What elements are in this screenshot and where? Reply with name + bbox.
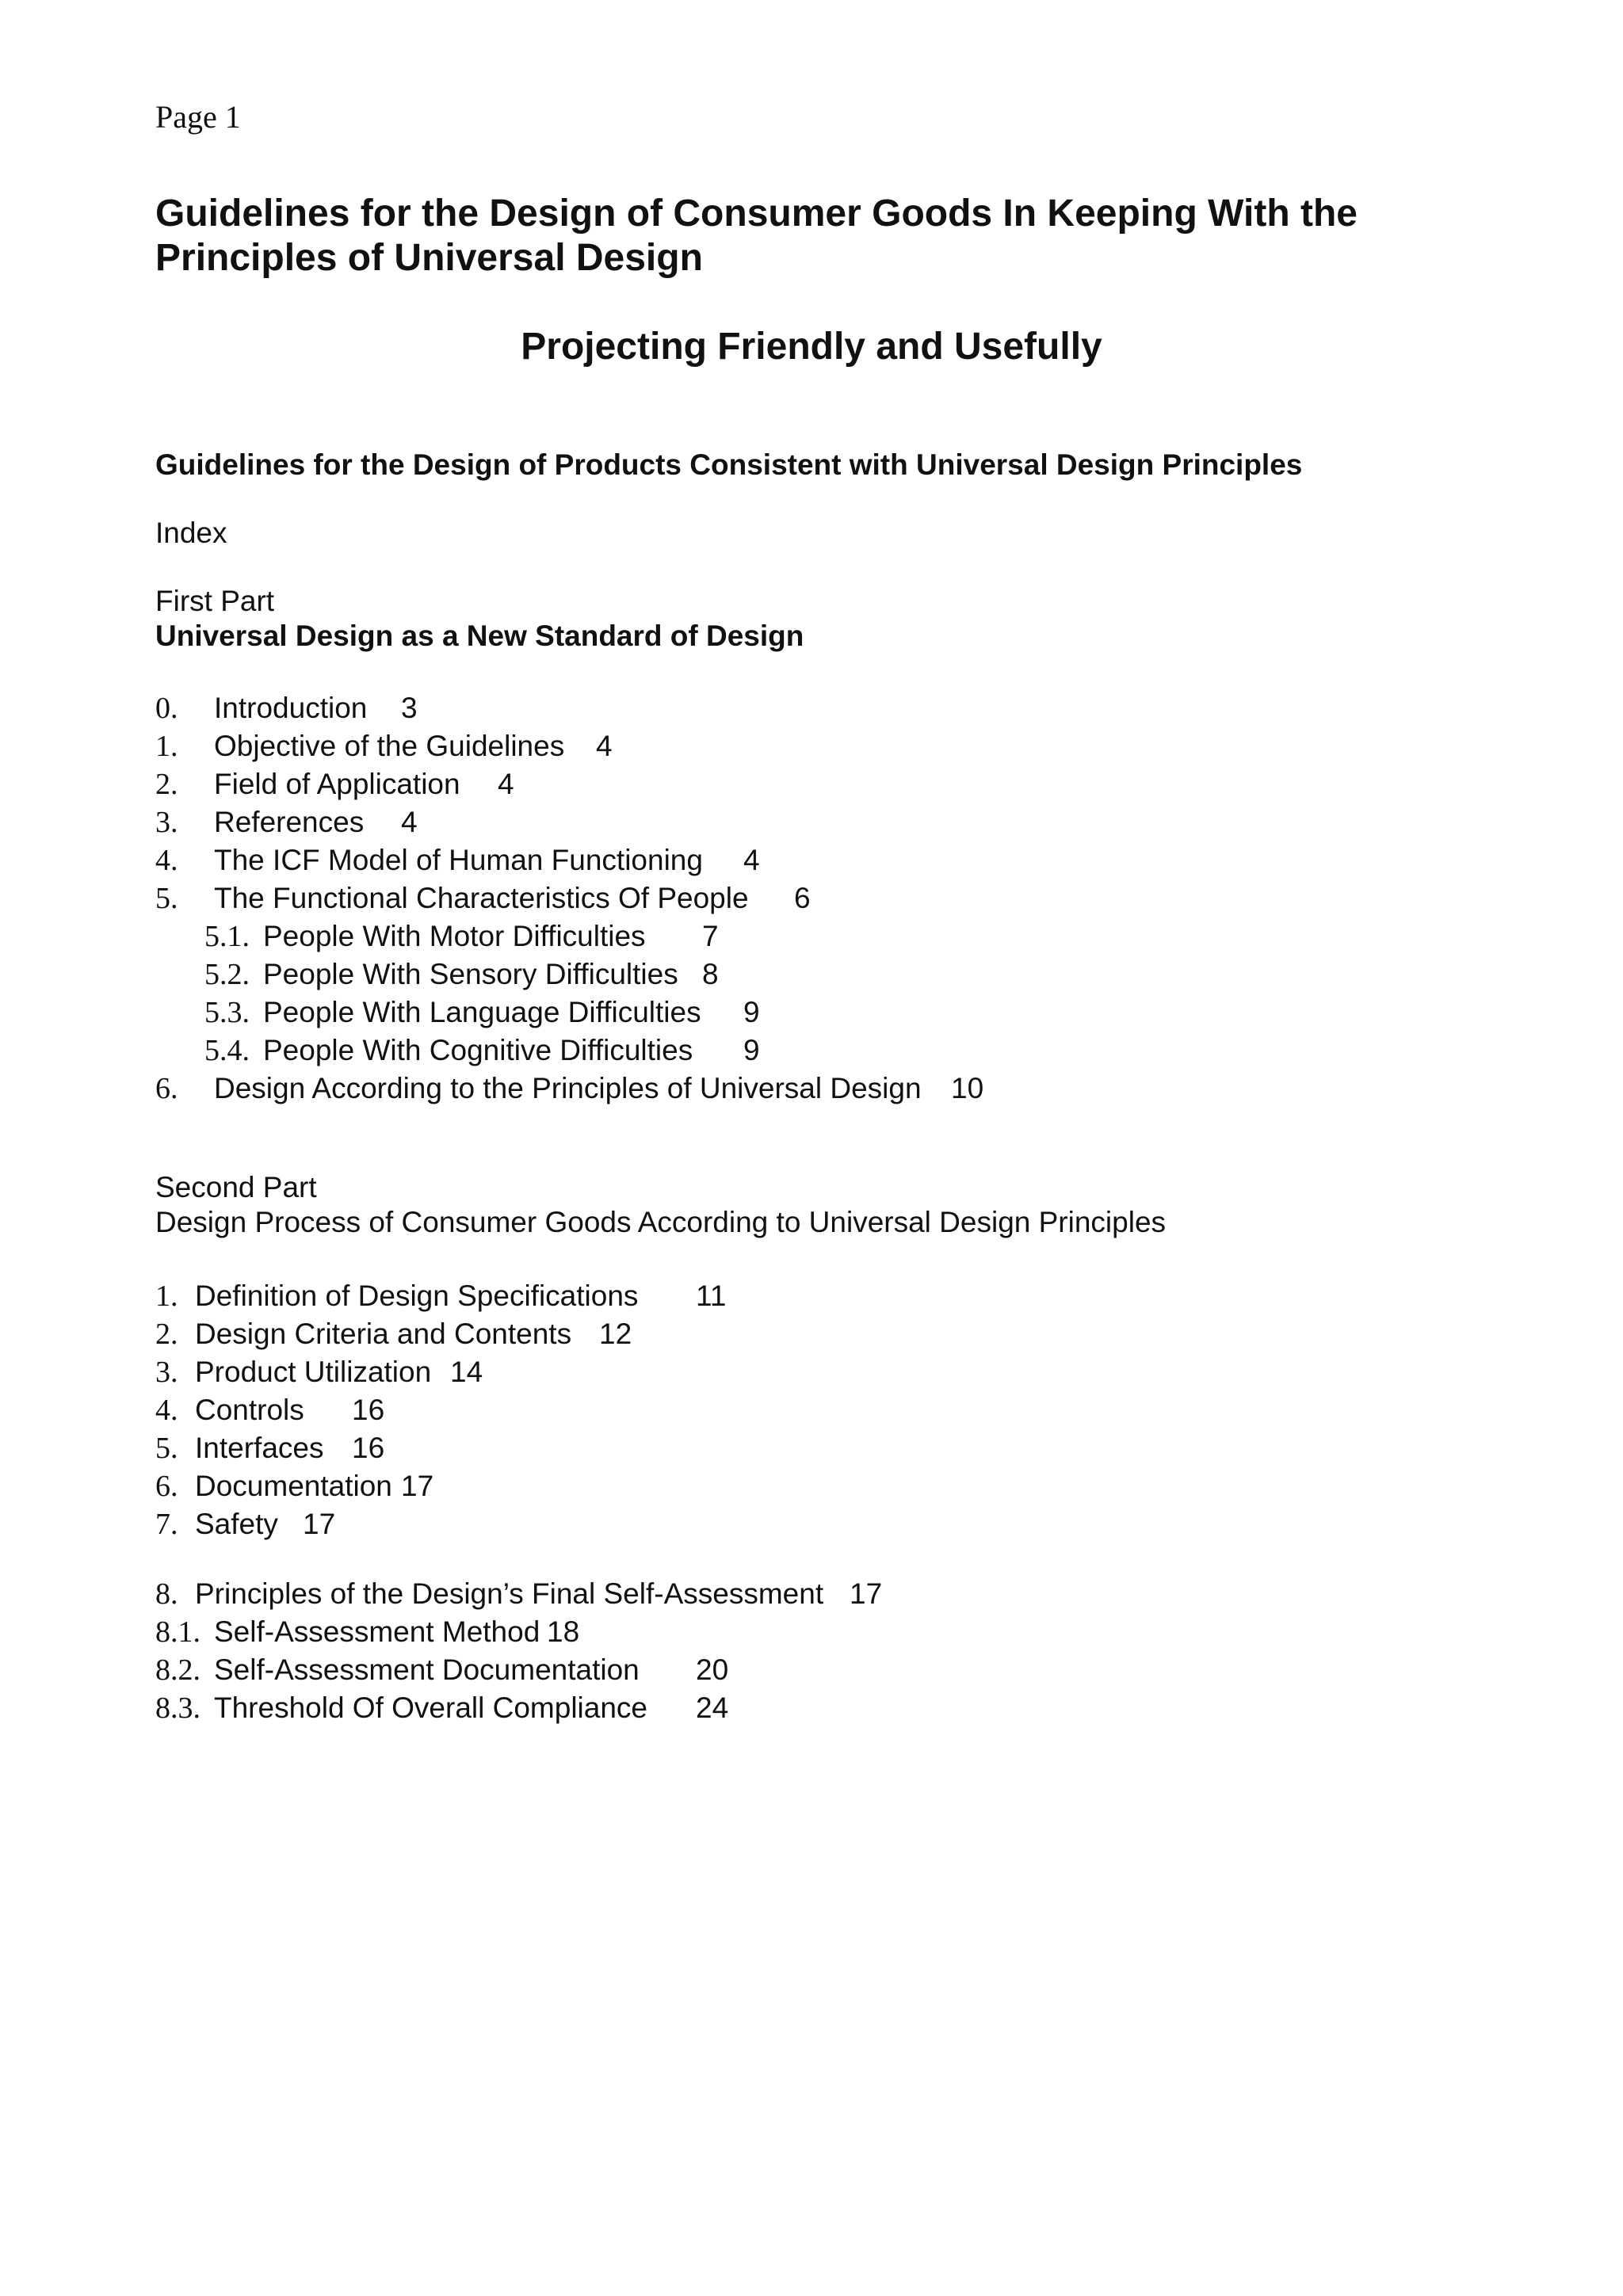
toc-entry-page-number: 16 xyxy=(352,1432,385,1464)
toc-entry-number: 4. xyxy=(155,844,178,877)
toc-entry-title: People With Language Difficulties xyxy=(263,996,701,1028)
toc-entry-page-number: 6 xyxy=(794,882,811,914)
toc-entry-number: 5.1. xyxy=(204,920,250,953)
toc-entry-page-number: 14 xyxy=(450,1356,483,1388)
toc-entry-page-number: 4 xyxy=(498,768,514,800)
toc-entry-number: 8. xyxy=(155,1577,178,1611)
toc-entry-title: Self-Assessment Documentation xyxy=(214,1653,640,1686)
toc-entry-number: 3. xyxy=(155,806,178,839)
toc-entry-page-number: 17 xyxy=(303,1508,336,1540)
toc-entry-page-number: 7 xyxy=(702,920,719,952)
toc-entry-title: People With Cognitive Difficulties xyxy=(263,1034,693,1066)
toc-entry-page-number: 18 xyxy=(547,1615,580,1648)
toc-entry-title: Design Criteria and Contents xyxy=(195,1318,572,1350)
toc-entry-page-number: 17 xyxy=(850,1577,883,1610)
toc-entry-title: People With Sensory Difficulties xyxy=(263,958,678,990)
part-one-title: Universal Design as a New Standard of Design xyxy=(155,620,804,652)
toc-entry-page-number: 4 xyxy=(596,730,613,762)
toc-entry-number: 2. xyxy=(155,1318,178,1351)
toc-entry-title: Safety xyxy=(195,1508,278,1540)
toc-entry-title: Definition of Design Specifications xyxy=(195,1280,639,1312)
toc-entry-number: 5. xyxy=(155,1432,178,1465)
page-number: Page 1 xyxy=(155,99,241,135)
part-one-label: First Part xyxy=(155,585,275,617)
toc-entry-number: 8.3. xyxy=(155,1691,200,1725)
toc-entry-number: 7. xyxy=(155,1508,178,1541)
toc-entry-title: Documentation xyxy=(195,1470,392,1502)
toc-entry-page-number: 11 xyxy=(696,1280,727,1312)
part-two-label: Second Part xyxy=(155,1171,317,1203)
toc-entry-number: 1. xyxy=(155,1280,178,1313)
toc-entry-number: 5.4. xyxy=(204,1034,250,1067)
toc-entry-number: 8.1. xyxy=(155,1615,200,1649)
toc-entry-title: Self-Assessment Method xyxy=(214,1615,540,1648)
toc-entry-number: 6. xyxy=(155,1470,178,1503)
toc-entry-title: People With Motor Difficulties xyxy=(263,920,646,952)
toc-entry-page-number: 9 xyxy=(743,996,760,1028)
toc-entry-page-number: 8 xyxy=(702,958,719,990)
toc-entry-page-number: 24 xyxy=(696,1691,729,1724)
toc-entry-title: Threshold Of Overall Compliance xyxy=(214,1691,647,1724)
toc-entry-title: Principles of the Design’s Final Self-Assessment xyxy=(195,1577,824,1610)
toc-entry-page-number: 3 xyxy=(401,692,418,724)
toc-entry-number: 5.2. xyxy=(204,958,250,991)
toc-entry-page-number: 16 xyxy=(352,1394,385,1426)
toc-entry-title: Product Utilization xyxy=(195,1356,432,1388)
toc-entry-number: 0. xyxy=(155,692,178,725)
toc-entry-title: Controls xyxy=(195,1394,304,1426)
toc-entry-title: References xyxy=(214,806,365,838)
toc-entry-number: 4. xyxy=(155,1394,178,1427)
toc-entry-title: Objective of the Guidelines xyxy=(214,730,565,762)
toc-entry-title: Interfaces xyxy=(195,1432,324,1464)
toc-entry-page-number: 12 xyxy=(599,1318,632,1350)
index-label: Index xyxy=(155,517,227,549)
part-two-title: Design Process of Consumer Goods According to Universal Design Principles xyxy=(155,1206,1167,1238)
toc-entry-page-number: 9 xyxy=(743,1034,760,1066)
toc-entry-title: Field of Application xyxy=(214,768,460,800)
toc-entry-number: 2. xyxy=(155,768,178,801)
toc-entry-title: The Functional Characteristics Of People xyxy=(214,882,749,914)
toc-entry-number: 8.2. xyxy=(155,1653,200,1687)
toc-entry-number: 5.3. xyxy=(204,996,250,1029)
toc-entry-number: 1. xyxy=(155,730,178,763)
toc-entry-page-number: 20 xyxy=(696,1653,729,1686)
toc-entry-number: 6. xyxy=(155,1072,178,1105)
toc-entry-number: 3. xyxy=(155,1356,178,1389)
toc-entry-page-number: 4 xyxy=(401,806,418,838)
toc-entry-page-number: 17 xyxy=(401,1470,434,1502)
toc-entry-title: The ICF Model of Human Functioning xyxy=(214,844,703,876)
toc-entry-title: Design According to the Principles of Universal Design xyxy=(214,1072,922,1104)
toc-entry-title: Introduction xyxy=(214,692,368,724)
toc-entry-number: 5. xyxy=(155,882,178,915)
toc-entry-page-number: 4 xyxy=(743,844,760,876)
document-title: Guidelines for the Design of Consumer Goods In Keeping With the Principles of Universal Design xyxy=(155,193,1358,279)
section-heading: Guidelines for the Design of Products Consistent with Universal Design Principles xyxy=(155,448,1303,481)
document-subtitle: Projecting Friendly and Usefully xyxy=(521,326,1102,368)
toc-entry-page-number: 10 xyxy=(951,1072,984,1104)
